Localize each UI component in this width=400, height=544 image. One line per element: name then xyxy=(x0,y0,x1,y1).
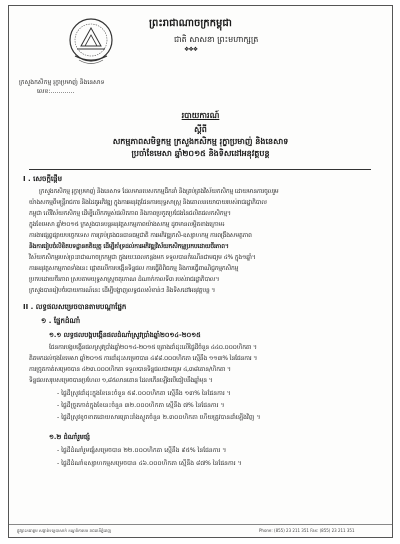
section-1-line: វិស័យកសិកម្មរបស់ព្រះរាជាណាចក្រកម្ពុជា ក្នុងរយៈពេលកន្លងមក ទទួលបានកំណើនជាមធ្យម ៤% ក្នុង១ឆ្នាំ។ xyxy=(29,254,256,261)
other-crops-item: - ផ្ទៃដីដំណាំរួមផ្សំសម្រេចបាន ២២.០០០ហិកតា ស្មើនឹង ៩៥% នៃផែនការ ។ xyxy=(57,447,227,454)
section-1-line: ការងារផ្សព្វផ្សាយបច្ចេកទេស ការគ្រប់គ្រងធនធានធម្មជាតិ ការអភិវឌ្ឍកសិ-ឧស្សាហកម្ម ការពង្រឹងសមត្ថភាព xyxy=(29,232,252,239)
title-divider xyxy=(29,169,371,170)
section-1-line: ក្រសួងកសិកម្ម រុក្ខាប្រមាញ់ និងនេសាទ ដែលមានបេសកកម្មដឹកនាំ និងគ្រប់គ្រងវិស័យកសិកម្ម ដោយមានការចូលរួម xyxy=(39,188,279,195)
section-1-line: និងការរៀបចំលិខិតបទដ្ឋានគតិយុត្ត ដើម្បីគាំទ្រដល់ការអភិវឌ្ឍវិស័យកសិកម្មប្រកបដោយចីរភាព។ xyxy=(29,243,229,250)
section-2-heading: II . លទ្ធផលសម្រេចបានតាមបណ្តាផ្នែក xyxy=(23,303,127,311)
rice-result-line: ទិន្នផលសរុបសម្រេចបានប្រហែល ១,៨៥លានតោន ដែលកើនឡើងបើធៀបនឹងឆ្នាំមុន ។ xyxy=(29,377,213,384)
rice-result-line: គិតមកដល់ចុងខែមេសា ឆ្នាំ២០១៥ ការដាំដុះសម្រេចបាន ៤៩៨.០០០ហិកតា ស្មើនឹង ១១៣% នៃផែនការ ។ xyxy=(29,355,257,362)
rice-bullet-item: - ផ្ទៃដីស្រូវខូចខាតដោយសារគ្រោះរាំងស្ងួតចំនួន ២.៣០០ហិកតា ហើយត្រូវបានដាំឡើងវិញ ។ xyxy=(57,414,261,421)
report-heading: របាយការណ៍ xyxy=(181,111,220,120)
ministry-emblem-icon xyxy=(67,16,115,68)
issuing-ministry: ក្រសួងកសិកម្ម រុក្ខាប្រមាញ់ និងនេសាទ xyxy=(19,79,105,86)
motto-ornament: ❖❖❖ xyxy=(184,46,198,53)
rice-result-line: ផែនការបង្កបង្កើនផលស្រូវប្រាំងឆ្នាំ២០១៤-២០១៥ គ្រោងដាំដុះលើផ្ទៃដីចំនួន ៤៤០.០០០ហិកតា ។ xyxy=(49,344,257,351)
report-subject-label: ស្តីពី xyxy=(194,125,207,134)
section-1-heading: I . សេចក្តីផ្តើម xyxy=(23,175,63,183)
footer-address: ផ្លូវព្រះនរោត្តម សង្កាត់ទន្លេបាសាក់ ខណ្ឌចំការមន រាជធានីភ្នំពេញ xyxy=(17,528,112,533)
subsection-rice-heading: ១.១ លទ្ធផលបង្កបង្កើនផលដំណាំស្រូវប្រាំងឆ្នាំ២០១៤-២០១៥ xyxy=(49,331,201,339)
section-1-line: កម្ពុជា លើវិស័យកសិកម្ម ដើម្បីលើកកម្ពស់ផលិតភាព និងភាពប្រកួតប្រជែងនៃផលិតផលកសិកម្ម។ xyxy=(29,210,231,217)
subsection-crops-heading: ១ . ផ្នែកដំណាំ xyxy=(41,317,81,325)
report-title: សកម្មភាពសមិទ្ធកម្ម ក្រសួងកសិកម្ម រុក្ខាប្រមាញ់ និងនេសាទ xyxy=(112,137,289,146)
reference-number: លេខ:………… xyxy=(37,88,75,95)
subsection-other-crops-heading: ១.២ ដំណាំរួមផ្សំ xyxy=(49,433,90,441)
document-page xyxy=(8,5,393,538)
national-motto: ជាតិ សាសនា ព្រះមហាក្សត្រ xyxy=(174,35,259,44)
section-1-line: ប្រកបដោយចីរភាព ស្របតាមយុទ្ធសាស្ត្រចតុកោណ ដំណាក់កាលទី៣ របស់រាជរដ្ឋាភិបាល។ xyxy=(29,276,220,283)
other-crops-item: - ផ្ទៃដីដំណាំឧស្សាហកម្មសម្រេចបាន ៤៦.០០០ហិកតា ស្មើនឹង ៨៧% នៃផែនការ ។ xyxy=(57,460,242,467)
rice-bullet-item: - ផ្ទៃដីស្រូវដាំដុះក្នុងខែនេះចំនួន ៥៨.០០០ហិកតា ស្មើនឹង ១៣% នៃផែនការ ។ xyxy=(57,390,231,397)
rice-bullet-item: - ផ្ទៃដីច្រូតកាត់ក្នុងខែនេះចំនួន ៣២.០០០ហិកតា ស្មើនឹង ៧% នៃផែនការ ។ xyxy=(57,402,225,409)
section-1-line: ក្នុងខែមេសា ឆ្នាំ២០១៥ ក្រសួងបានបន្តអនុវត្តសកម្មភាពយ៉ាងសកម្ម ដូចមានលម្អិតខាងក្រោម៖ xyxy=(29,221,225,228)
kingdom-title: ព្រះរាជាណាចក្រកម្ពុជា xyxy=(149,18,232,29)
section-1-line: ក្រសួងបានរៀបចំរបាយការណ៍នេះ ដើម្បីបង្ហាញលទ្ធផលសំខាន់ៗ និងទិសដៅអនុវត្តបន្ត ។ xyxy=(29,287,216,294)
section-1-line: ការអនុវត្តសកម្មភាពទាំងនេះ ផ្តោតលើការបង្កើនទិន្នផល ការធ្វើពិពិធកម្ម និងការធ្វើពាណិជ្ជកម្មកសិកម្ម xyxy=(29,265,239,272)
section-1-line: យ៉ាងសកម្មពីមន្ត្រីរាជការ និងដៃគូអភិវឌ្ឍ ក្នុងការអនុវត្តផែនការយុទ្ធសាស្ត្រ និងគោលនយោបាយរបស់រាជរដ្ឋាភិបាល xyxy=(29,199,267,206)
rice-result-line: ការច្រូតកាត់សម្រេចបាន ៤២៣.០០០ហិកតា ទទួលបានទិន្នផលជាមធ្យម ៤,៣៨តោន/ហិកតា ។ xyxy=(29,366,231,373)
footer-divider xyxy=(9,524,392,525)
footer-contact: Phone: (855) 23 211 351 Fax: (855) 23 211 351 xyxy=(259,528,355,533)
report-period: ប្រចាំខែមេសា ឆ្នាំ២០១៥ និងទិសដៅអនុវត្តបន្ត xyxy=(131,149,270,158)
